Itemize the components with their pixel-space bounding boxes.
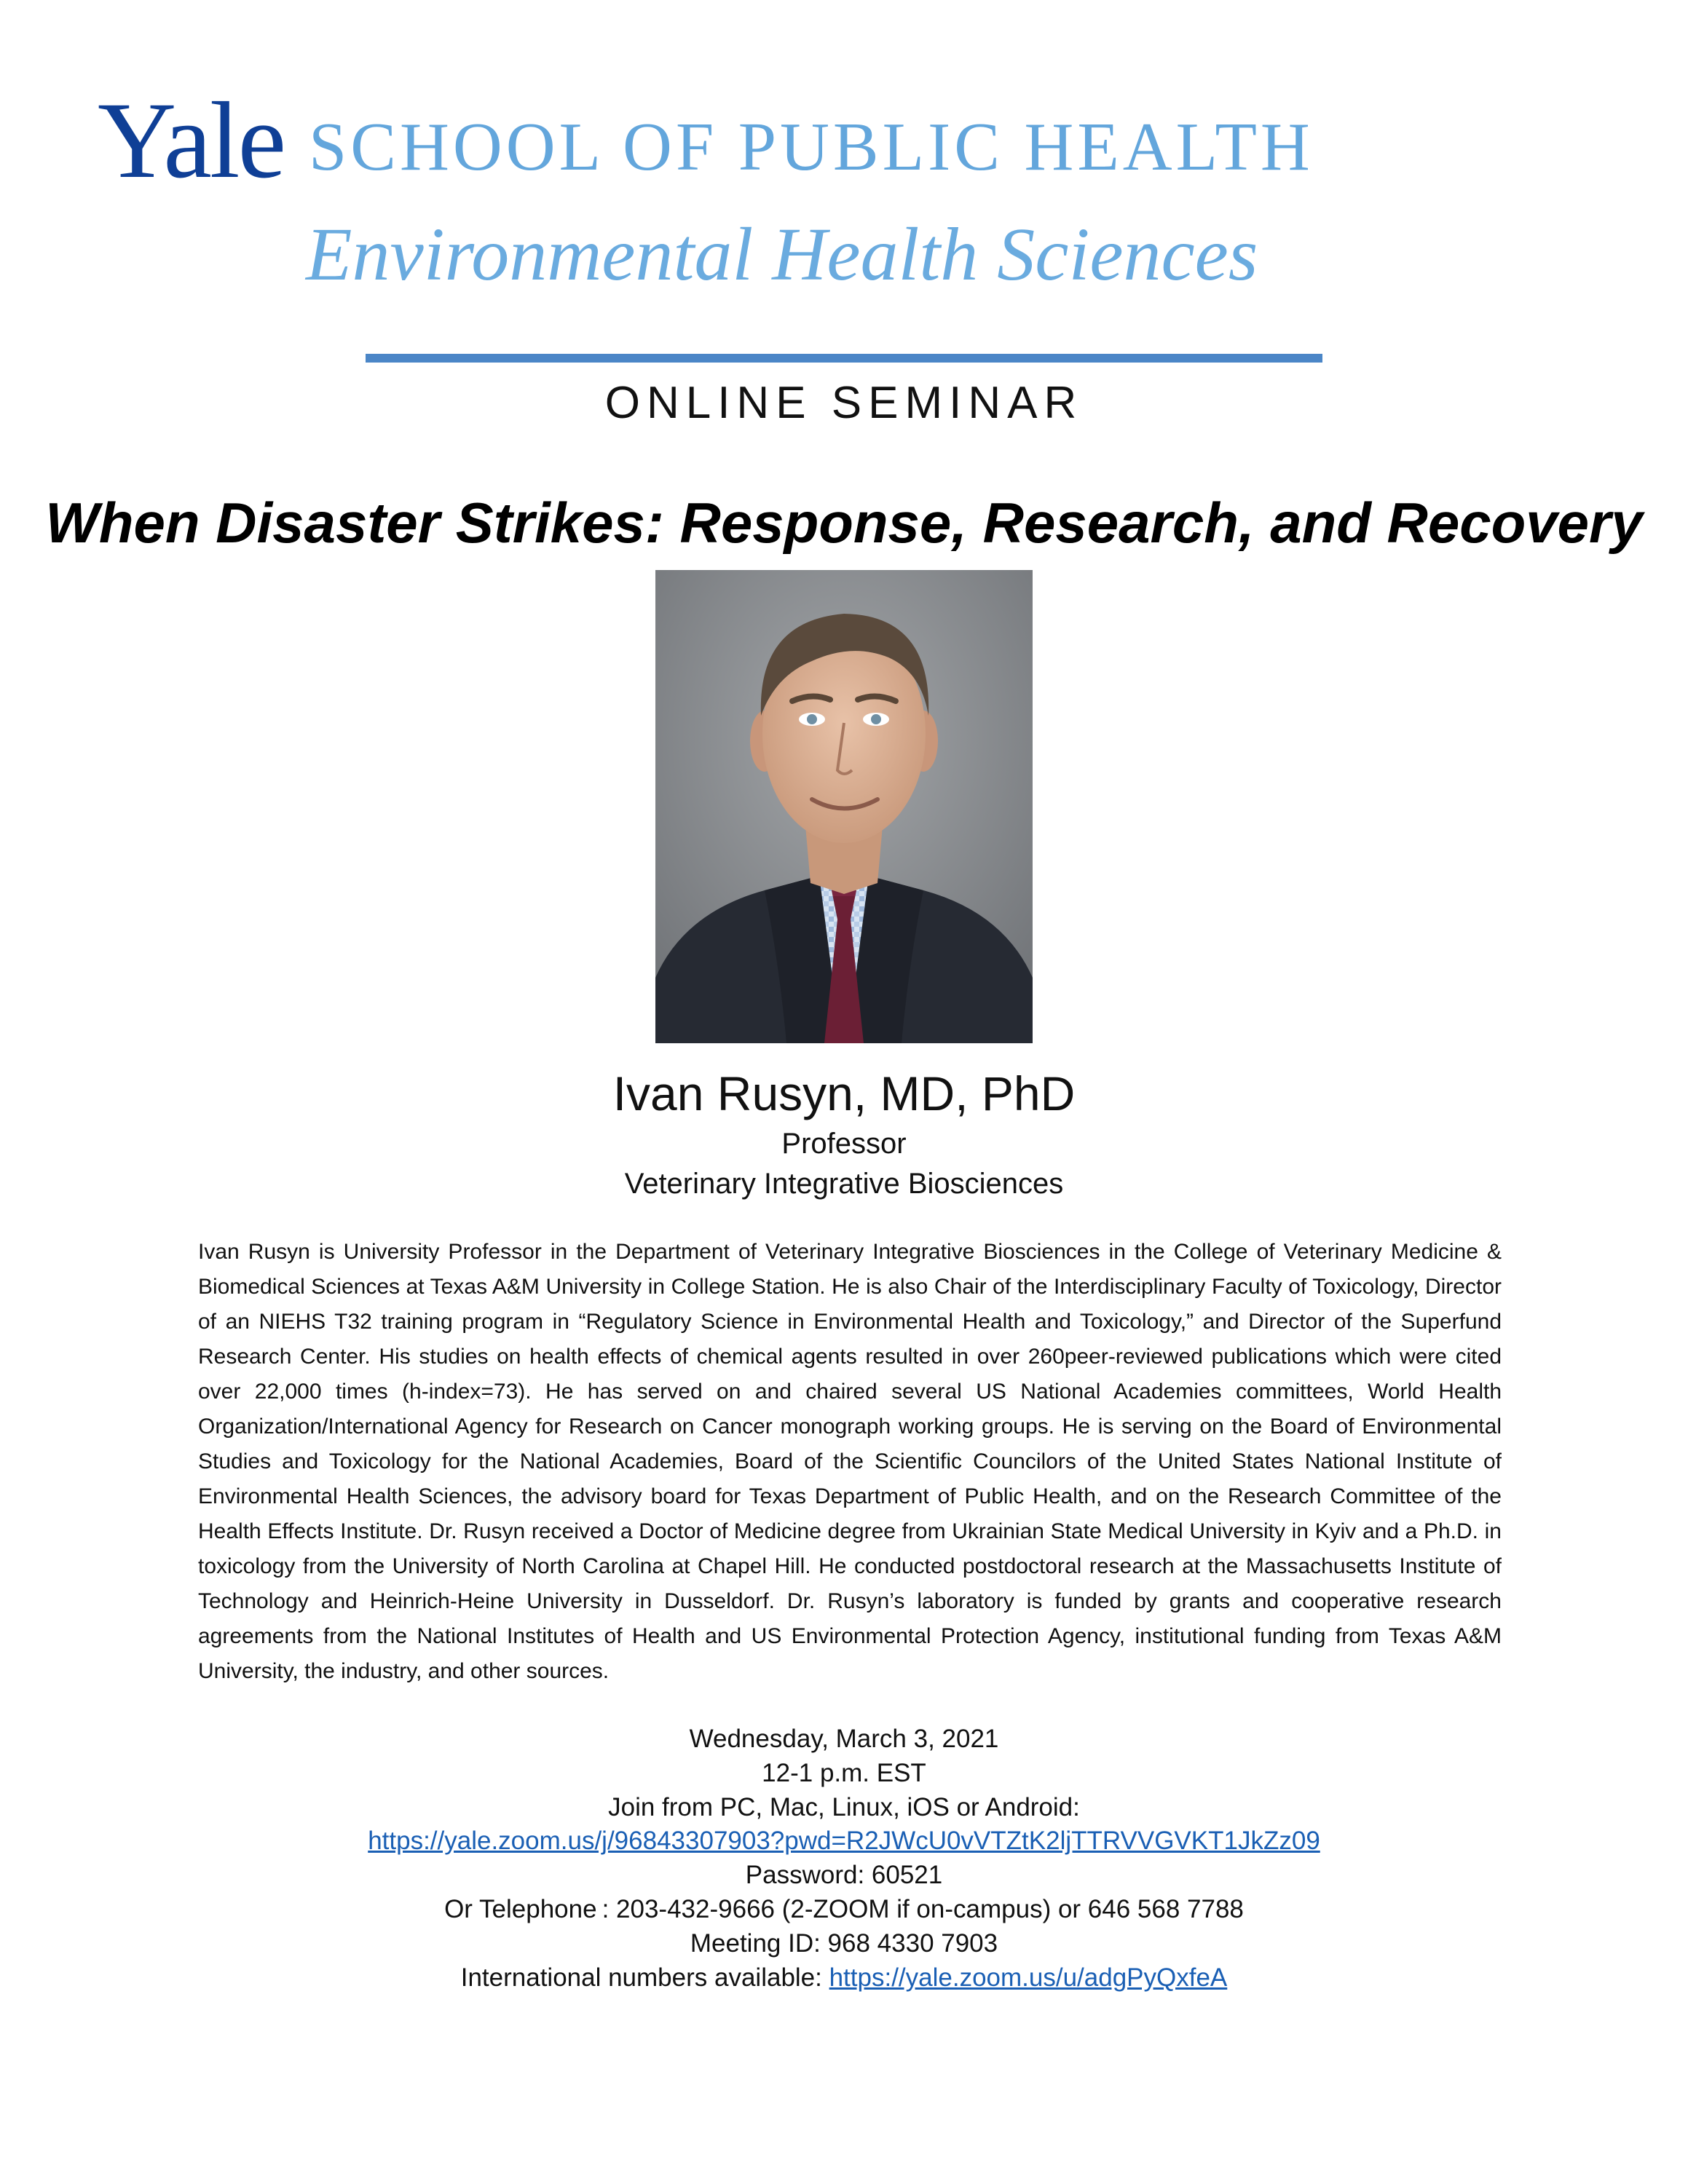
international-numbers-label: International numbers available: [460, 1963, 829, 1992]
zoom-meeting-link[interactable]: https://yale.zoom.us/j/96843307903?pwd=R2JWcU0vVTZtK2ljTTRVVGVKT1JkZz09 [368, 1827, 1320, 1855]
speaker-department: Veterinary Integrative Biosciences [624, 1168, 1064, 1200]
speaker-bio: Ivan Rusyn is University Professor in the Department of Veterinary Integrative Biosciences in the College of Veterinary Medicine & Biomedical Sciences at Texas A&M University in College Station. He is also Chair of the Interdisciplinary Faculty of Toxicology, Director of an NIEHS T32 training program in “Regulatory Science in Environmental Health and Toxicology,” and Director of the Superfund Research Center. His studies on health effects of chemical agents resulted in over 260peer-reviewed publications which were cited over 22,000 times (h-index=73). He has served on and chaired several US National Academies committees, World Health Organization/International Agency for Research on Cancer monograph working groups. He is serving on the Board of Environmental Studies and Toxicology for the National Academies, Board of the Scientific Councilors of the United States National Institute of Environmental Health Sciences, the advisory board for Texas Department of Public Health, and on the Research Committee of the Health Effects Institute. Dr. Rusyn received a Doctor of Medicine degree from Ukrainian State Medical University in Kyiv and a Ph.D. in toxicology from the University of North Carolina at Chapel Hill. He conducted postdoctoral research at the Massachusetts Institute of Technology and Heinrich-Heine University in Dusseldorf. Dr. Rusyn’s laboratory is funded by grants and cooperative research agreements from the National Institutes of Health and US Environmental Protection Agency, institutional funding from Texas A&M University, the industry, and other sources. [198, 1240, 1502, 1683]
speaker-name: Ivan Rusyn, MD, PhD [612, 1067, 1076, 1120]
international-numbers-row [0, 1961, 1688, 1995]
event-time: 12-1 p.m. EST [762, 1759, 926, 1787]
school-name: SCHOOL OF PUBLIC HEALTH [309, 109, 1314, 185]
meeting-password: Password: 60521 [745, 1861, 943, 1889]
meeting-id: Meeting ID: 968 4330 7903 [690, 1929, 998, 1958]
join-instructions: Join from PC, Mac, Linux, iOS or Android: [608, 1793, 1080, 1821]
event-date: Wednesday, March 3, 2021 [689, 1725, 999, 1753]
seminar-title: When Disaster Strikes: Response, Research, and Recovery [45, 491, 1643, 555]
event-type-label: ONLINE SEMINAR [604, 378, 1084, 428]
department-name: Environmental Health Sciences [306, 213, 1258, 296]
speaker-portrait [655, 570, 1033, 1043]
international-numbers-link[interactable]: https://yale.zoom.us/u/adgPyQxfeA [829, 1963, 1228, 1992]
telephone-numbers: Or Telephone : 203-432-9666 (2-ZOOM if on-campus) or 646 568 7788 [444, 1895, 1244, 1923]
zoom-link-row [0, 1824, 1688, 1858]
header-divider [366, 354, 1322, 363]
portrait-image [655, 570, 1033, 1043]
yale-logo-wordmark: Yale [98, 80, 285, 201]
speaker-title: Professor [781, 1128, 907, 1160]
